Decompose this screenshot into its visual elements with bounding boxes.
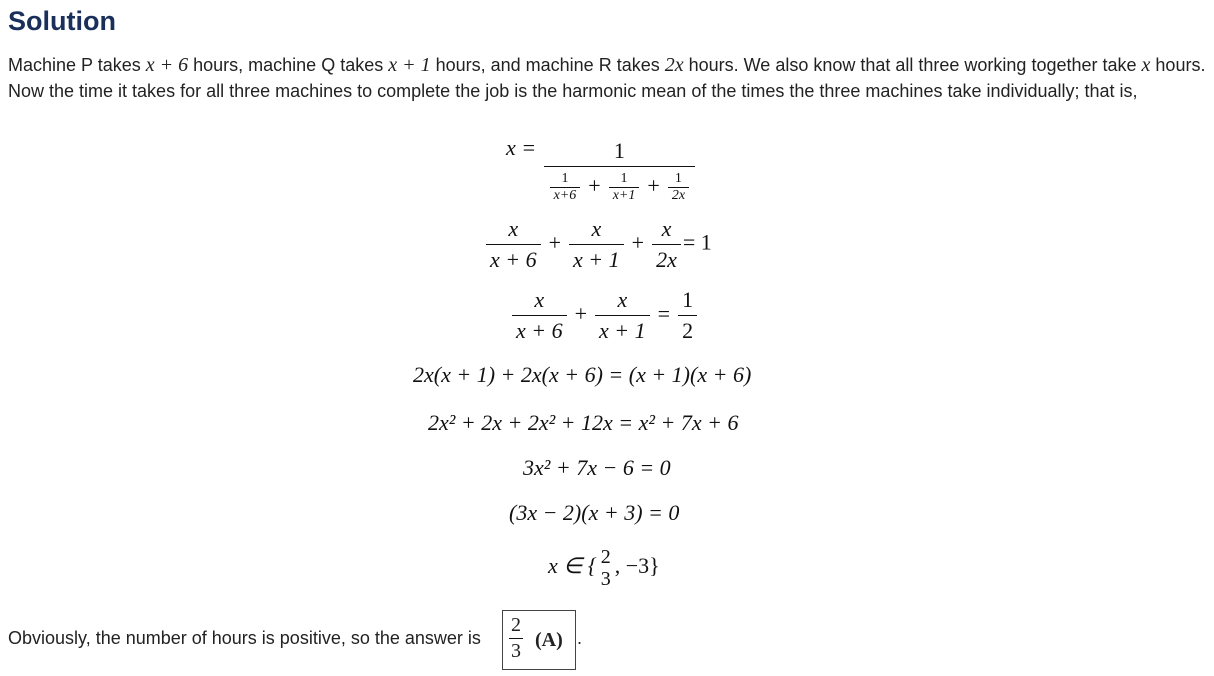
math-inline: x + 6 xyxy=(145,54,189,76)
answer-fraction: $\frac{2}{3}$ xyxy=(511,614,521,662)
intro-text: hours. We also know that all three working together take xyxy=(683,55,1142,75)
solution-heading: Solution xyxy=(8,6,116,36)
fraction: 2 3 xyxy=(600,546,611,590)
equation-quadratic: 3x² + 7x − 6 = 0 xyxy=(523,455,671,480)
fraction: $\frac{x}{x + 1}$ xyxy=(569,214,624,275)
fraction: $\frac{1}{x+1}$ xyxy=(609,171,640,204)
equation-sum-fractions: $\frac{x}{x + 6}$ + $\frac{x}{x + 1}$ + $\frac{x}{2x}$ = 1 xyxy=(484,214,712,275)
eq-rhs: = 1 xyxy=(682,229,712,255)
intro-text: Machine P takes xyxy=(8,55,146,75)
intro-text: hours, and machine R takes xyxy=(430,55,665,75)
answer-label: (A) xyxy=(535,629,563,651)
fraction: $\frac{x}{x + 6}$ xyxy=(486,214,541,275)
equation-roots xyxy=(548,546,660,590)
fraction: $\frac{x}{x + 6}$ xyxy=(512,285,567,346)
fraction: $\frac{x}{x + 1}$ xyxy=(595,285,650,346)
conclusion-text: Obviously, the number of hours is positive, so the answer is xyxy=(8,628,481,648)
intro-text: hours. Now the time it takes for all three machines to complete the job is the harmonic mean of the times the three machines take individually; that is, xyxy=(8,55,1206,101)
equation-factored: (3x − 2)(x + 3) = 0 xyxy=(509,500,680,525)
fraction: $\frac{x}{2x}$ xyxy=(652,214,681,275)
fraction-denominator: $\frac{1}{x+6}$ + $\frac{1}{x+1}$ + $\frac{1}{2x}$ xyxy=(544,166,695,204)
answer-box xyxy=(502,610,576,670)
math-inline: 2x xyxy=(664,54,684,76)
math-inline: x xyxy=(1141,54,1151,76)
eq-roots-rest: , −3} xyxy=(614,553,660,579)
math-inline: x + 1 xyxy=(388,54,431,76)
eq-lhs: x ∈ { xyxy=(548,553,597,579)
equation-two-fractions: $\frac{x}{x + 6}$ + $\frac{x}{x + 1}$ = $\frac{1}{2}$ xyxy=(510,285,699,346)
fraction-numerator: 1 xyxy=(613,138,625,163)
equation-polynomial: 2x² + 2x + 2x² + 12x = x² + 7x + 6 xyxy=(428,410,739,435)
fraction: $\frac{1}{2x}$ xyxy=(668,171,689,204)
main-fraction xyxy=(544,136,695,204)
fraction: $\frac{1}{2}$ xyxy=(678,285,697,346)
equation-expanded: 2x(x + 1) + 2x(x + 6) = (x + 1)(x + 6) xyxy=(413,362,752,387)
equation-harmonic-mean xyxy=(506,136,697,204)
intro-paragraph xyxy=(8,52,1208,104)
eq-lhs: x = xyxy=(506,135,537,161)
intro-text: hours, machine Q takes xyxy=(188,55,389,75)
fraction: $\frac{1}{x+6}$ xyxy=(550,171,581,204)
period: . xyxy=(577,628,583,648)
